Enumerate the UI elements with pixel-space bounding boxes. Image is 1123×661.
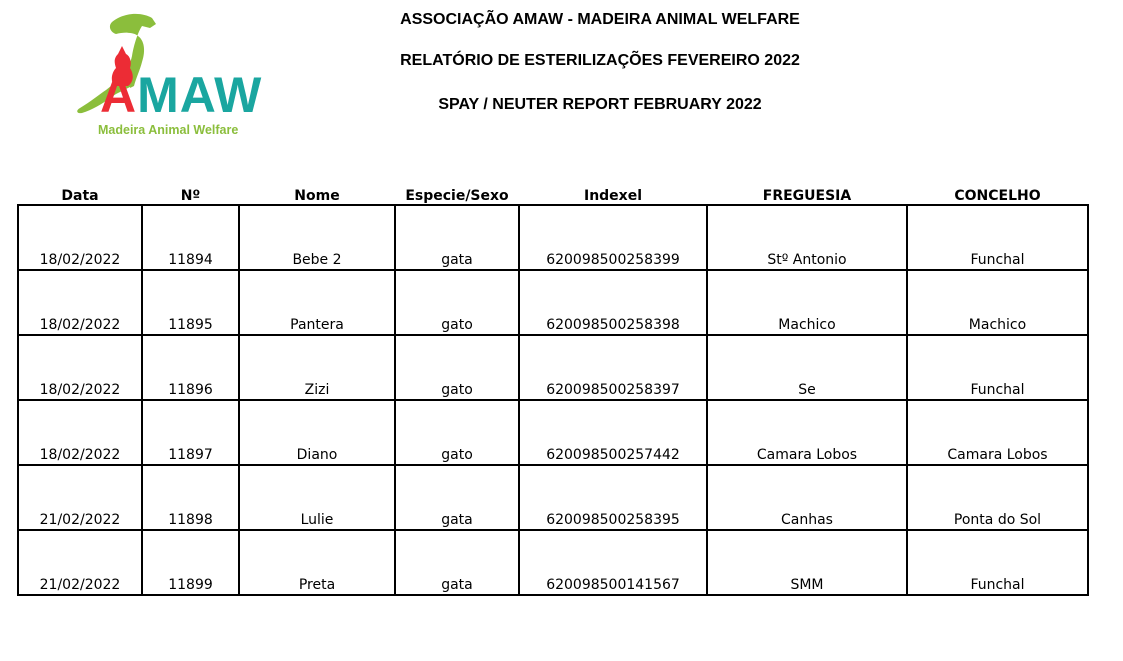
cell-concelho: Funchal: [907, 205, 1088, 270]
cell-concelho: Camara Lobos: [907, 400, 1088, 465]
cell-number: 11899: [142, 530, 239, 595]
cell-number: 11895: [142, 270, 239, 335]
cell-date: 21/02/2022: [18, 530, 142, 595]
sterilization-table: [17, 182, 1089, 596]
table-row: [18, 400, 1088, 465]
cell-species-sex: gata: [395, 465, 519, 530]
cell-date: 18/02/2022: [18, 400, 142, 465]
cell-number: 11896: [142, 335, 239, 400]
col-header-name: Nome: [294, 188, 340, 204]
col-header-indexel: Indexel: [583, 188, 643, 204]
cell-name: Diano: [239, 400, 395, 465]
cell-date: 18/02/2022: [18, 335, 142, 400]
logo-wordmark: AMAW: [100, 67, 263, 123]
cell-indexel: 620098500257442: [519, 400, 707, 465]
cell-freguesia: Stº Antonio: [707, 205, 907, 270]
cell-indexel: 620098500258397: [519, 335, 707, 400]
cell-freguesia: Se: [707, 335, 907, 400]
cell-species-sex: gato: [395, 400, 519, 465]
cell-concelho: Funchal: [907, 335, 1088, 400]
cell-species-sex: gata: [395, 530, 519, 595]
amaw-logo: [72, 10, 262, 140]
cell-indexel: 620098500258398: [519, 270, 707, 335]
col-header-freguesia: FREGUESIA: [762, 188, 852, 204]
cell-name: Preta: [239, 530, 395, 595]
cell-indexel: 620098500258395: [519, 465, 707, 530]
report-title-pt: RELATÓRIO DE ESTERILIZAÇÕES FEVEREIRO 2022: [400, 52, 800, 69]
cell-species-sex: gato: [395, 270, 519, 335]
cell-concelho: Funchal: [907, 530, 1088, 595]
col-header-number: Nº: [180, 188, 201, 204]
cell-species-sex: gata: [395, 205, 519, 270]
table-row: [18, 465, 1088, 530]
table-row: [18, 530, 1088, 595]
col-header-species-sex: Especie/Sexo: [405, 188, 509, 204]
cell-species-sex: gato: [395, 335, 519, 400]
cell-freguesia: SMM: [707, 530, 907, 595]
cell-concelho: Machico: [907, 270, 1088, 335]
table-header-row: [18, 182, 1088, 205]
table-row: [18, 205, 1088, 270]
table-row: [18, 270, 1088, 335]
table-row: [18, 335, 1088, 400]
cell-date: 18/02/2022: [18, 205, 142, 270]
col-header-concelho: CONCELHO: [954, 188, 1041, 204]
cell-concelho: Ponta do Sol: [907, 465, 1088, 530]
cell-indexel: 620098500141567: [519, 530, 707, 595]
cell-date: 18/02/2022: [18, 270, 142, 335]
cell-freguesia: Machico: [707, 270, 907, 335]
cell-name: Bebe 2: [239, 205, 395, 270]
cell-number: 11894: [142, 205, 239, 270]
cell-freguesia: Camara Lobos: [707, 400, 907, 465]
cell-name: Lulie: [239, 465, 395, 530]
organization-title: ASSOCIAÇÃO AMAW - MADEIRA ANIMAL WELFARE: [400, 11, 800, 28]
cell-name: Zizi: [239, 335, 395, 400]
report-title-en: SPAY / NEUTER REPORT FEBRUARY 2022: [438, 96, 762, 113]
cell-freguesia: Canhas: [707, 465, 907, 530]
col-header-date: Data: [61, 188, 99, 204]
cell-date: 21/02/2022: [18, 465, 142, 530]
logo-tagline: Madeira Animal Welfare: [98, 123, 239, 137]
cell-indexel: 620098500258399: [519, 205, 707, 270]
cell-number: 11898: [142, 465, 239, 530]
cell-name: Pantera: [239, 270, 395, 335]
cell-number: 11897: [142, 400, 239, 465]
